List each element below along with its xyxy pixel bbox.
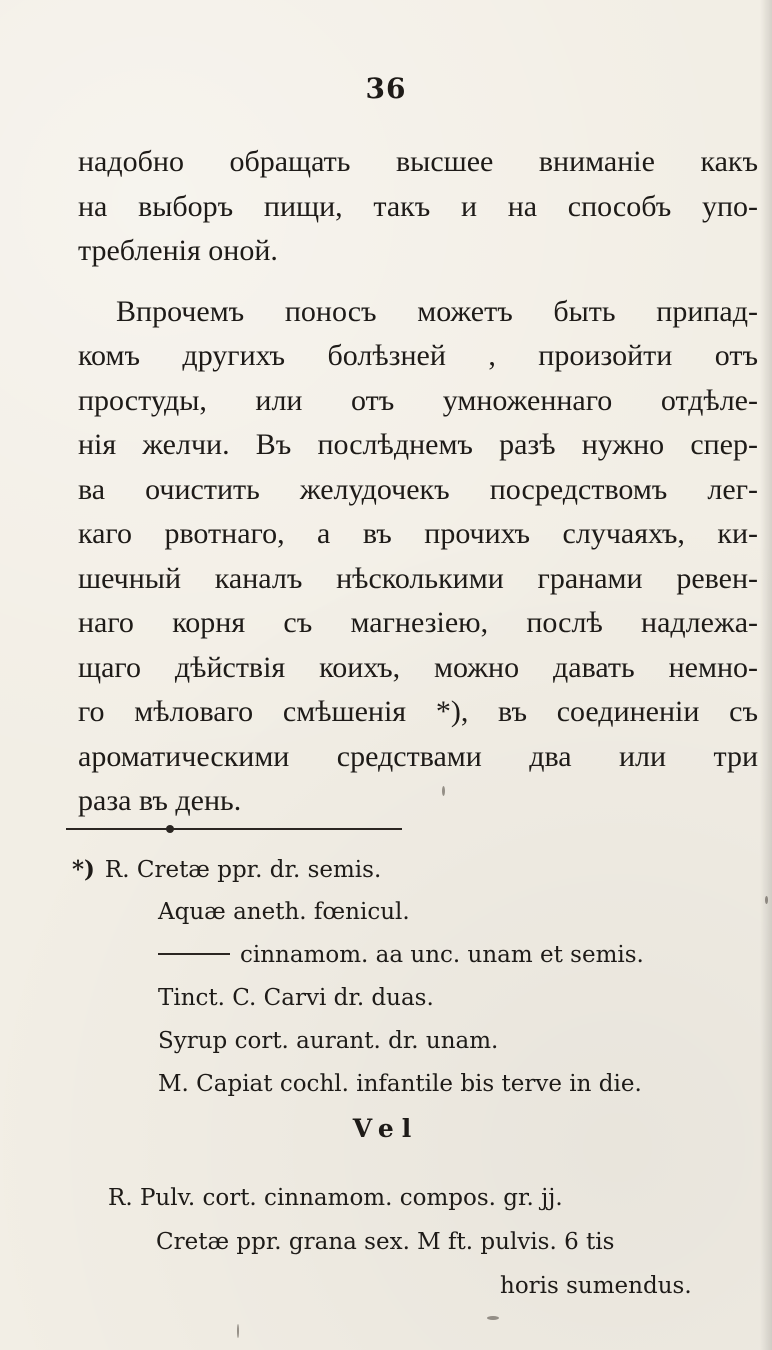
paragraph2-line: комъ другихъ болѣзней , произойти отъ [78, 339, 758, 372]
footnote-line [72, 934, 762, 977]
footnote-line: Tinct. C. Carvi dr. duas. [158, 985, 434, 1011]
footnote-prescription [72, 848, 762, 1106]
paragraph2-line: го мѣловаго смѣшенія *), въ соединеніи съ [78, 695, 758, 728]
footnote-line: M. Capiat cochl. infantile bis terve in die. [158, 1071, 642, 1097]
paper-speck [237, 1324, 239, 1338]
recipe2-line: Cretæ ppr. grana sex. M ft. pulvis. 6 tis [156, 1229, 615, 1255]
footnote-rule [66, 828, 402, 830]
page-edge-shadow [760, 0, 772, 1350]
paper-speck [765, 896, 768, 904]
paper-speck [487, 1316, 499, 1320]
main-text [78, 140, 758, 824]
footnote-rule-mark [166, 825, 174, 833]
vel-heading: Vel [352, 1114, 420, 1143]
footnote-line [72, 848, 762, 891]
footnote-line: Syrup cort. aurant. dr. unam. [158, 1028, 499, 1054]
paper-speck [442, 786, 445, 796]
paragraph2-line: шечный каналъ нѣсколькими гранами ревен- [78, 561, 758, 595]
paragraph2-line: раза въ день. [78, 784, 242, 817]
footnote-text: cinnamom. aa unc. unam et semis. [240, 942, 644, 968]
paragraph2-line: ва очистить желудочекъ посредствомъ лег- [78, 472, 758, 506]
paragraph2-line: наго корня съ магнезіею, послѣ надлежа- [78, 606, 758, 639]
paragraph1-line: надобно обращать высшее вниманіе какъ [78, 145, 758, 178]
recipe2-line: R. Pulv. cort. cinnamom. compos. gr. jj. [108, 1185, 563, 1211]
paragraph2-line: щаго дѣйствія коихъ, можно давать немно- [78, 650, 758, 684]
paragraph1-line: на выборъ пищи, такъ и на способъ упо- [78, 189, 758, 223]
paragraph1-line: требленія оной. [78, 234, 278, 267]
second-prescription [108, 1176, 758, 1308]
paragraph2-line: ароматическими средствами два или три [78, 739, 758, 773]
ditto-dash [158, 953, 230, 955]
page-number: 36 [365, 72, 407, 105]
paragraph2-line: простуды, или отъ умноженнаго отдѣле- [78, 383, 758, 417]
paragraph2-line: нія желчи. Въ послѣднемъ разѣ нужно спер- [78, 428, 758, 461]
paragraph2-line: каго рвотнаго, а въ прочихъ случаяхъ, ки- [78, 517, 758, 550]
recipe2-line: horis sumendus. [500, 1273, 692, 1299]
footnote-text: R. Cretæ ppr. dr. semis. [104, 857, 382, 883]
paragraph-gap [78, 274, 758, 290]
paragraph2-line: Впрочемъ поносъ можетъ быть припад- [116, 294, 758, 328]
footnote-line: Aquæ aneth. fœnicul. [158, 899, 410, 925]
footnote-marker: *) [72, 856, 95, 883]
